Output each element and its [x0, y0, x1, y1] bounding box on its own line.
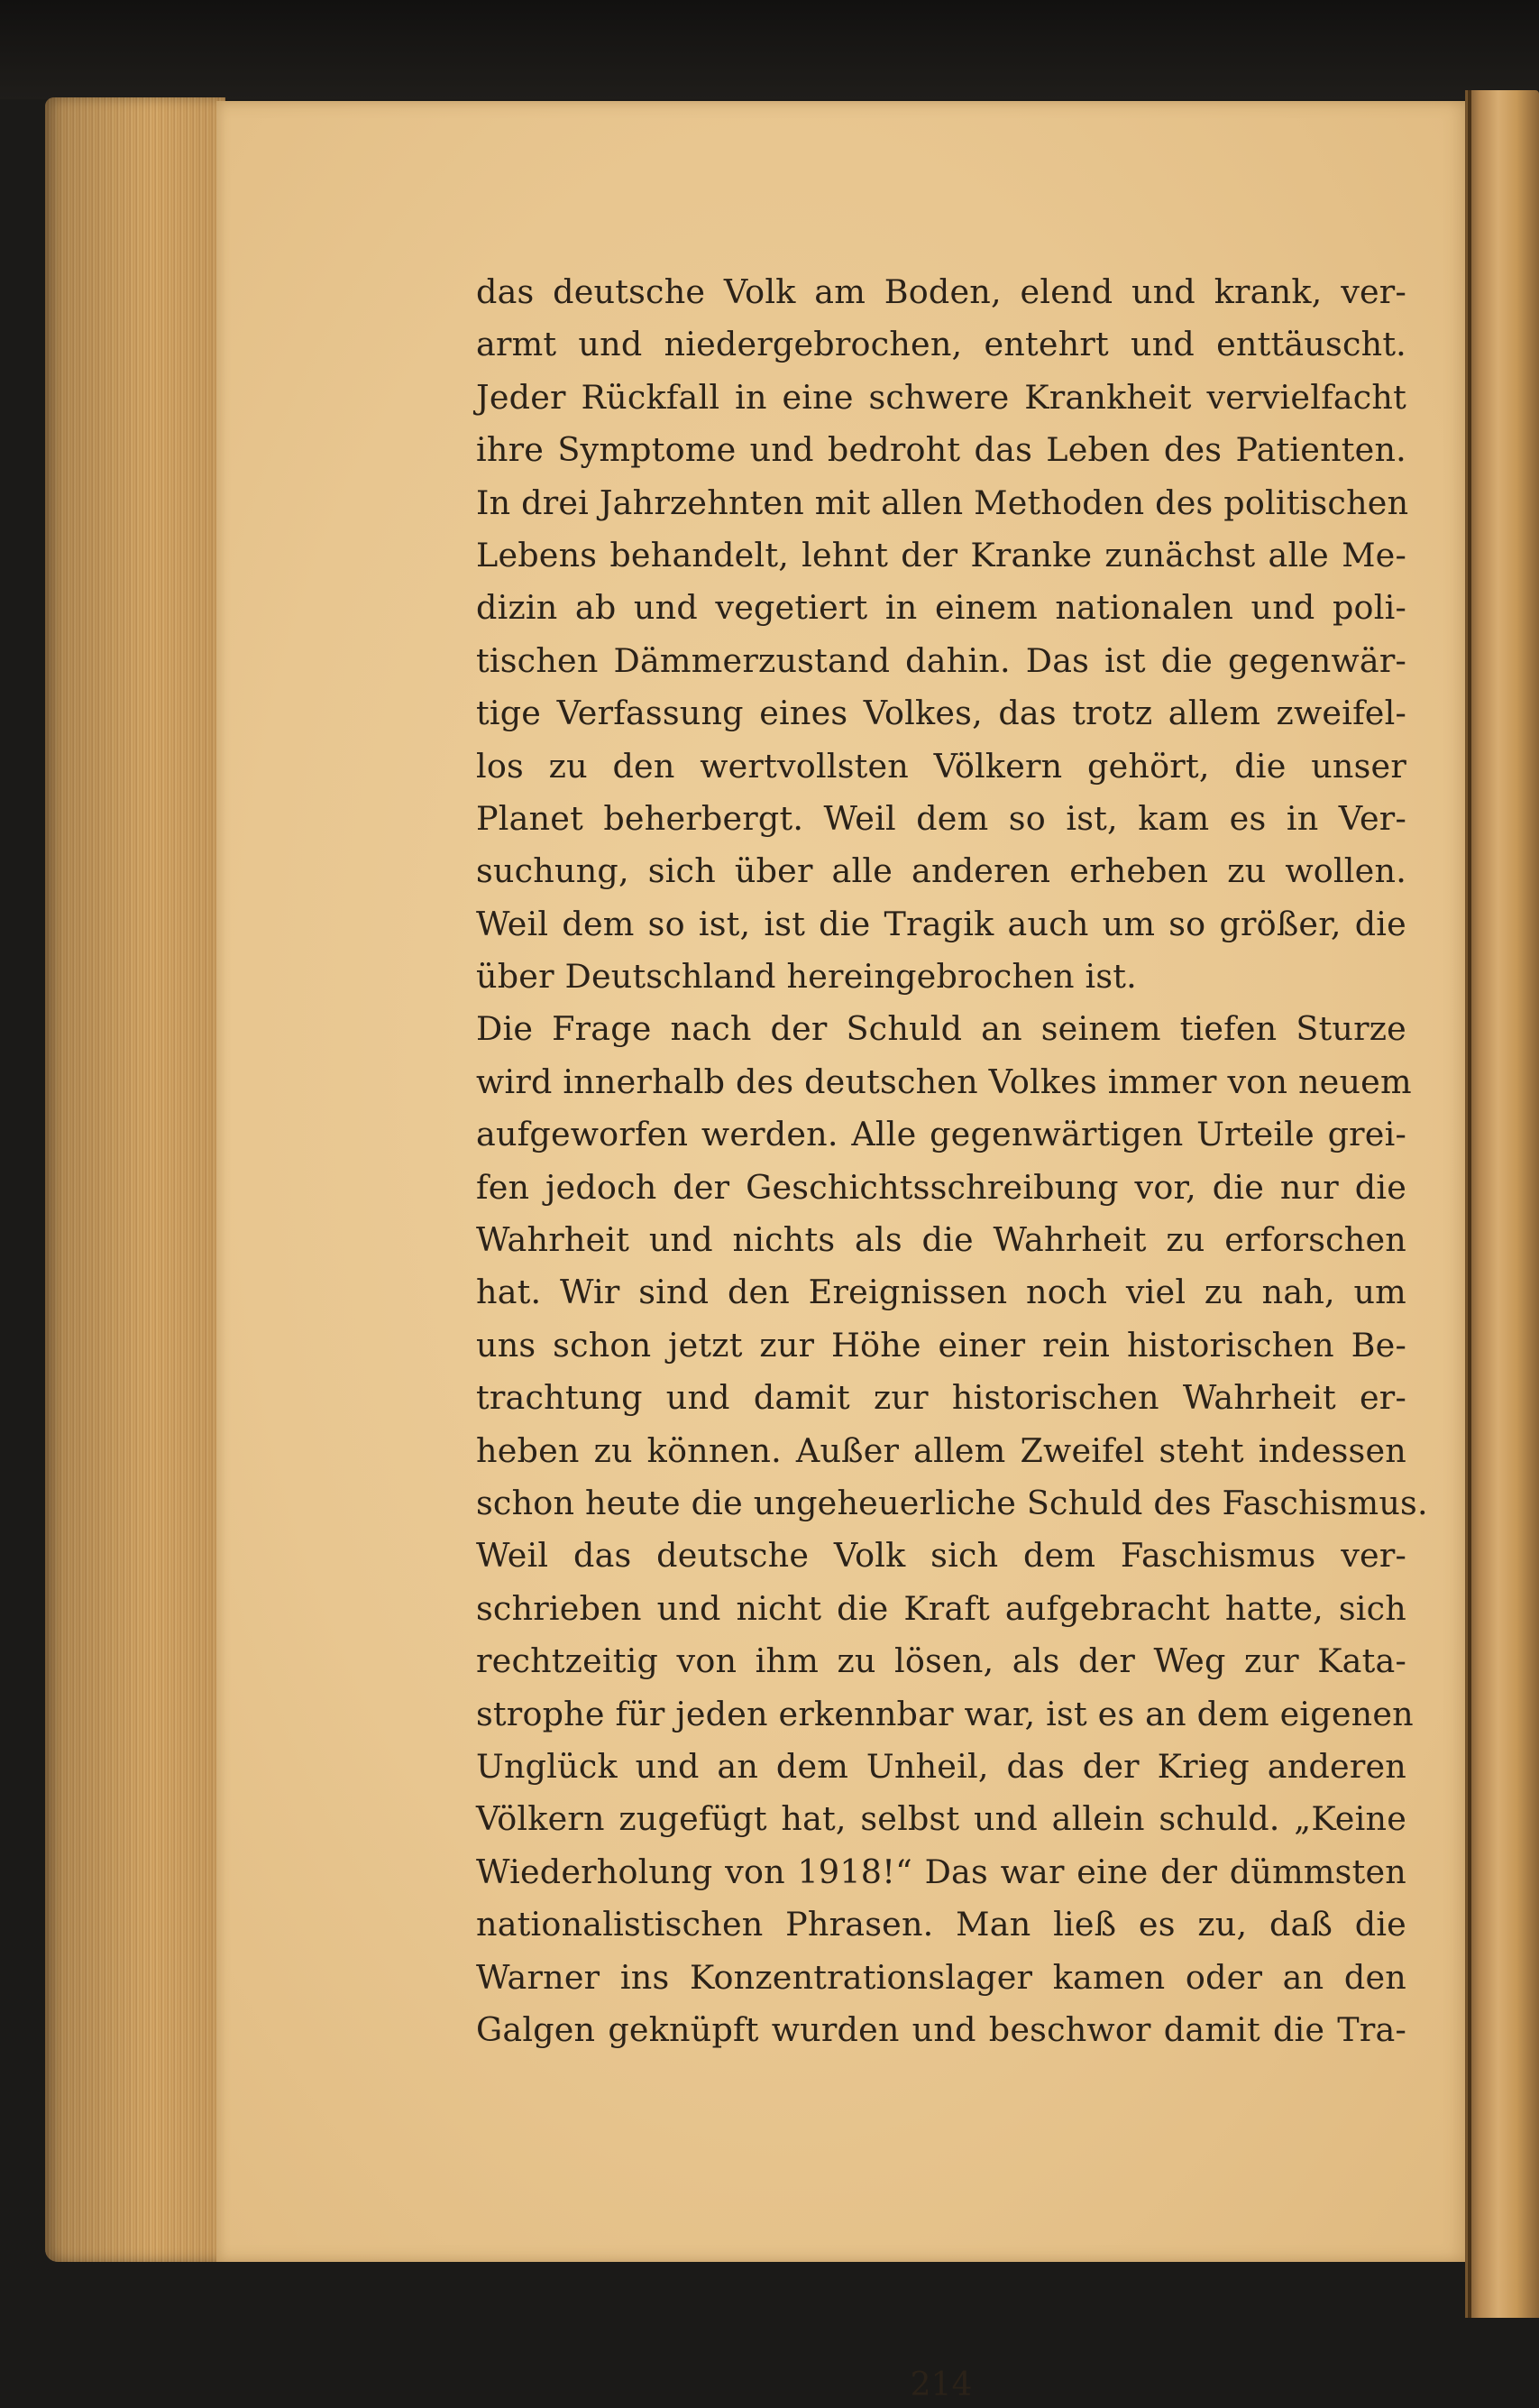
text-line: Völkern zugefügt hat, selbst und allein schuld. „Keine [476, 1799, 1406, 1839]
text-line: schon heute die ungeheuerliche Schuld des Faschismus. [476, 1483, 1428, 1522]
text-line: trachtung und damit zur historischen Wahrheit er- [476, 1378, 1406, 1418]
text-line: los zu den wertvollsten Völkern gehört, die unser [476, 746, 1406, 786]
text-line: schrieben und nicht die Kraft aufgebracht hatte, sich [476, 1588, 1406, 1628]
text-line: strophe für jeden erkennbar war, ist es an dem eigenen [476, 1694, 1414, 1733]
text-line: Lebens behandelt, lehnt der Kranke zunächst alle Me- [476, 535, 1406, 574]
text-line: Galgen geknüpft wurden und beschwor damit die Tra- [476, 2009, 1406, 2049]
text-line: suchung, sich über alle anderen erheben zu wollen. [476, 851, 1406, 891]
text-line: tischen Dämmerzustand dahin. Das ist die gegenwär- [476, 640, 1406, 680]
text-line: fen jedoch der Geschichtsschreibung vor, die nur die [476, 1167, 1406, 1207]
text-line: armt und niedergebrochen, entehrt und enttäuscht. [476, 325, 1406, 364]
text-line: aufgeworfen werden. Alle gegenwärtigen Urteile grei- [476, 1115, 1406, 1154]
text-line: Jeder Rückfall in eine schwere Krankheit vervielfacht [476, 377, 1406, 417]
text-line: über Deutschland hereingebrochen ist. [476, 957, 1137, 997]
text-line: rechtzeitig von ihm zu lösen, als der Weg zur Kata- [476, 1641, 1406, 1681]
text-line: In drei Jahrzehnten mit allen Methoden des politischen [476, 483, 1409, 522]
text-line: Weil dem so ist, ist die Tragik auch um so größer, die [476, 904, 1406, 943]
book-gutter [1465, 90, 1539, 2318]
text-line: Wiederholung von 1918!“ Das war eine der dümmsten [476, 1852, 1406, 1891]
text-line: heben zu können. Außer allem Zweifel steht indessen [476, 1430, 1406, 1470]
scan-background [0, 0, 1539, 99]
text-line: Unglück und an dem Unheil, das der Krieg anderen [476, 1746, 1406, 1786]
text-line: Weil das deutsche Volk sich dem Faschismus ver- [476, 1536, 1406, 1576]
text-line: Warner ins Konzentrationslager kamen oder an den [476, 1957, 1406, 1997]
text-line: dizin ab und vegetiert in einem nationalen und poli- [476, 588, 1406, 628]
page-edges-shade [45, 97, 225, 2262]
text-line: ihre Symptome und bedroht das Leben des Patienten. [476, 430, 1406, 470]
text-line: Wahrheit und nichts als die Wahrheit zu erforschen [476, 1220, 1406, 1260]
text-line: das deutsche Volk am Boden, elend und krank, ver- [476, 272, 1406, 311]
text-line: Die Frage nach der Schuld an seinem tiefen Sturze [476, 1009, 1406, 1049]
page-number: 214 [910, 2367, 973, 2403]
gutter-line [1468, 90, 1471, 2318]
text-line: hat. Wir sind den Ereignissen noch viel zu nah, um [476, 1273, 1406, 1312]
text-line: nationalistischen Phrasen. Man ließ es zu, daß die [476, 1905, 1406, 1944]
text-line: Planet beherbergt. Weil dem so ist, kam es in Ver- [476, 798, 1406, 838]
text-line: uns schon jetzt zur Höhe einer rein historischen Be- [476, 1325, 1406, 1365]
text-line: wird innerhalb des deutschen Volkes immer von neuem [476, 1062, 1412, 1101]
page-text [476, 266, 1428, 2403]
text-line: tige Verfassung eines Volkes, das trotz allem zweifel- [476, 694, 1406, 733]
